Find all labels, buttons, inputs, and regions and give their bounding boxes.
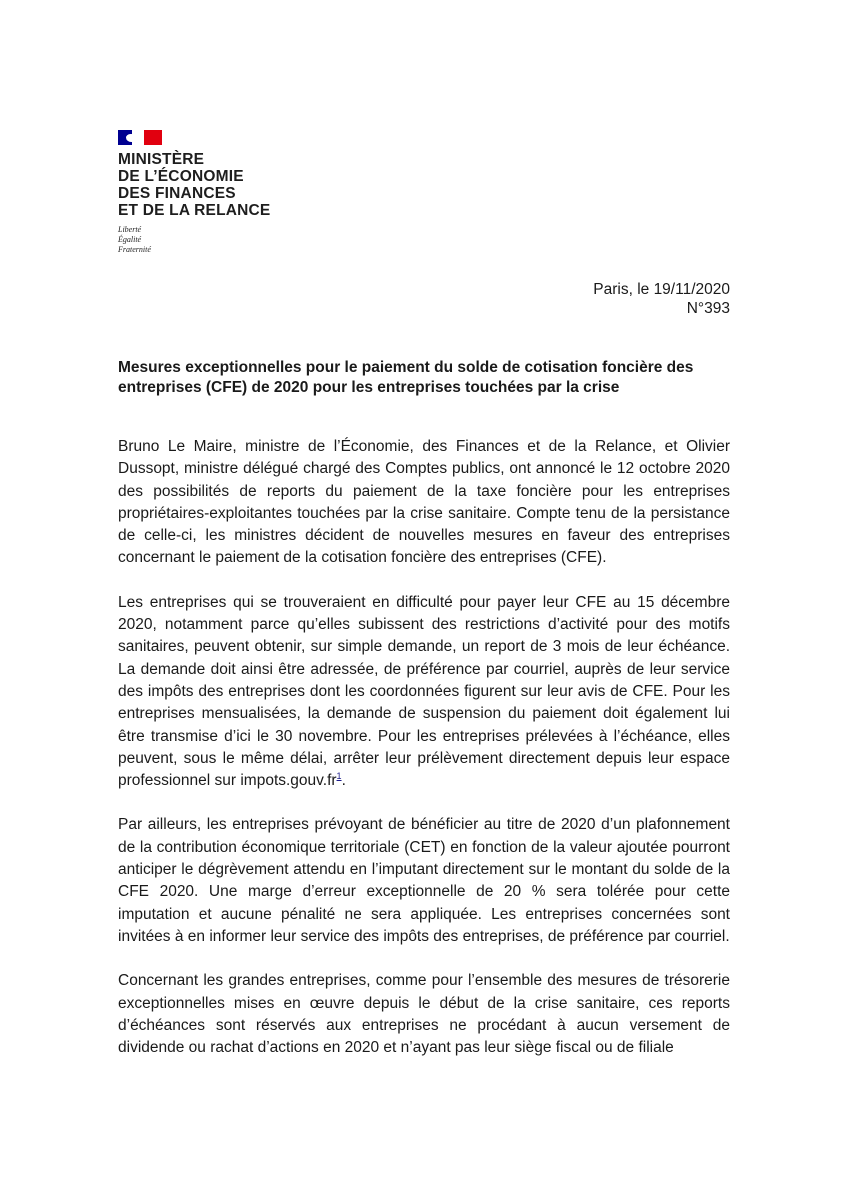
- ministry-name-line: DES FINANCES: [118, 185, 236, 202]
- place-date: Paris, le 19/11/2020: [593, 281, 730, 298]
- paragraph-end: .: [341, 772, 346, 790]
- paragraph: Bruno Le Maire, ministre de l’Économie, des Finances et de la Relance, et Olivier Dussopt, ministre délégué chargé des Comptes publics, ont annoncé le 12 octobre 2020 des possibilités de reports du paiement de la taxe foncière pour les entreprises propriétaires-exploitantes touchées par la crise sanitaire. Compte tenu de la persistance de celle-ci, les ministres décident de nouvelles mesures en faveur des entreprises concernant le paiement de la cotisation foncière des entreprises (CFE).: [118, 438, 730, 567]
- paragraph: Concernant les grandes entreprises, comme pour l’ensemble des mesures de trésorerie exceptionnelles mises en œuvre depuis le début de la crise sanitaire, ces reports d’échéances sont réservés aux entreprises ne procédant à aucun versement de dividende ou rachat d’actions en 2020 et n’ayant pas leur siège fiscal ou de filiale: [118, 972, 730, 1057]
- ministry-name-line: DE L’ÉCONOMIE: [118, 168, 244, 185]
- footnote-link[interactable]: 1: [336, 771, 342, 781]
- ministry-name-line: MINISTÈRE: [118, 151, 205, 168]
- republic-motto: [118, 225, 270, 255]
- motto-line: Fraternité: [118, 245, 151, 254]
- flag-white-band: [132, 130, 144, 145]
- ministry-name-line: ET DE LA RELANCE: [118, 202, 271, 219]
- document-body: [118, 436, 730, 1081]
- flag-red-band: [144, 130, 162, 145]
- ministry-logo-block: [118, 130, 270, 255]
- ministry-name: [118, 151, 270, 219]
- marianne-flag-logo: [118, 130, 162, 145]
- press-release-number: N°393: [686, 300, 730, 317]
- paragraph-text: Les entreprises qui se trouveraient en difficulté pour payer leur CFE au 15 décembre 2020, notamment parce qu’elles subissent des restrictions d’activité pour des motifs sanitaires, peuvent obtenir, sur simple demande, un report de 3 mois de leur échéance. La demande doit ainsi être adressée, de préférence par courriel, auprès de leur service des impôts des entreprises dont les coordonnées figurent sur leur avis de CFE. Pour les entreprises mensualisées, la demande de suspension du paiement doit également lui être transmise d’ici le 30 novembre. Pour les entreprises prélevées à l’échéance, elles peuvent, sous le même délai, arrêter leur prélèvement directement depuis leur espace professionnel sur impots.gouv.fr: [118, 593, 730, 790]
- motto-line: Égalité: [118, 235, 142, 244]
- document-title: Mesures exceptionnelles pour le paiement du solde de cotisation foncière des entreprises (CFE) de 2020 pour les entreprises touchées par la crise: [118, 359, 694, 396]
- paragraph: Par ailleurs, les entreprises prévoyant de bénéficier au titre de 2020 d’un plafonnement de la contribution économique territoriale (CET) en fonction de la valeur ajoutée pourront anticiper le dégrèvement attendu en l’imputant directement sur le montant du solde de la CFE 2020. Une marge d’erreur exceptionnelle de 20 % sera tolérée pour cette imputation et aucune pénalité ne sera appliquée. Les entreprises concernées sont invitées à en informer leur service des impôts des entreprises, de préférence par courriel.: [118, 816, 730, 945]
- motto-line: Liberté: [118, 225, 142, 234]
- paragraph: [118, 592, 730, 793]
- date-and-number: [593, 280, 730, 318]
